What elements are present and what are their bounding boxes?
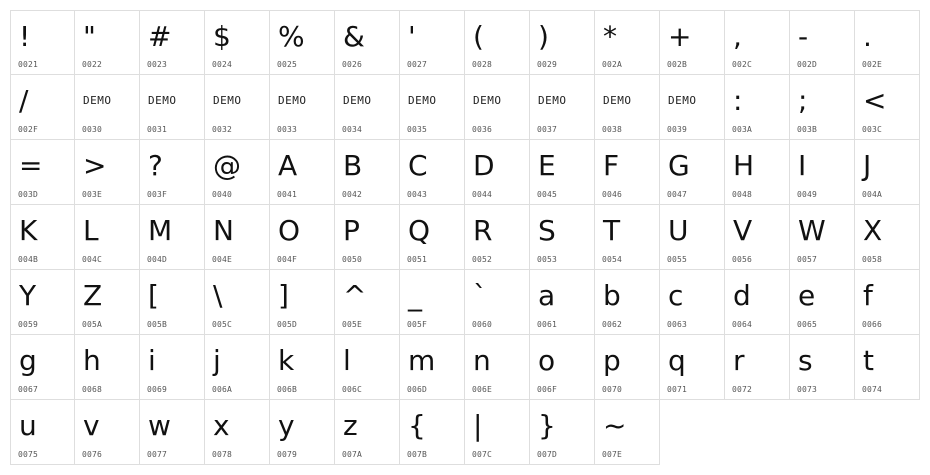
glyph-cell[interactable] xyxy=(75,75,140,140)
glyph-preview: ) xyxy=(538,20,549,53)
glyph-codepoint: 0043 xyxy=(407,190,428,199)
glyph-codepoint: 0035 xyxy=(407,125,428,134)
glyph-cell[interactable] xyxy=(205,205,270,270)
glyph-codepoint: 0024 xyxy=(212,60,233,69)
glyph-cell[interactable] xyxy=(660,270,725,335)
glyph-cell[interactable] xyxy=(140,205,205,270)
glyph-codepoint: 0078 xyxy=(212,450,233,459)
glyph-preview: w xyxy=(148,409,171,442)
glyph-preview: ` xyxy=(473,279,487,312)
glyph-cell[interactable] xyxy=(595,335,660,400)
glyph-codepoint: 0072 xyxy=(732,385,753,394)
glyph-preview: > xyxy=(83,149,107,182)
glyph-cell[interactable] xyxy=(465,205,530,270)
glyph-preview: } xyxy=(538,409,556,442)
glyph-cell[interactable] xyxy=(660,10,725,75)
glyph-preview: s xyxy=(798,344,813,377)
glyph-cell[interactable] xyxy=(205,10,270,75)
glyph-cell[interactable] xyxy=(270,205,335,270)
glyph-codepoint: 003B xyxy=(797,125,818,134)
glyph-cell[interactable] xyxy=(465,10,530,75)
glyph-codepoint: 004B xyxy=(18,255,39,264)
glyph-codepoint: 002E xyxy=(862,60,883,69)
glyph-preview: @ xyxy=(213,149,241,182)
glyph-codepoint: 004A xyxy=(862,190,883,199)
glyph-codepoint: 0051 xyxy=(407,255,428,264)
glyph-cell[interactable] xyxy=(595,10,660,75)
glyph-codepoint: 006F xyxy=(537,385,558,394)
glyph-codepoint: 007A xyxy=(342,450,363,459)
glyph-cell[interactable] xyxy=(530,270,595,335)
glyph-preview: DEMO xyxy=(278,94,307,107)
glyph-preview: / xyxy=(19,84,29,117)
glyph-codepoint: 0049 xyxy=(797,190,818,199)
glyph-preview: * xyxy=(603,20,617,53)
glyph-cell[interactable] xyxy=(140,10,205,75)
glyph-preview: V xyxy=(733,214,753,247)
glyph-codepoint: 0038 xyxy=(602,125,623,134)
glyph-codepoint: 007B xyxy=(407,450,428,459)
glyph-preview: DEMO xyxy=(83,94,112,107)
glyph-preview: o xyxy=(538,344,556,377)
glyph-codepoint: 0030 xyxy=(82,125,103,134)
glyph-preview: DEMO xyxy=(473,94,502,107)
glyph-preview: x xyxy=(213,409,230,442)
glyph-preview: g xyxy=(19,344,37,377)
glyph-preview: d xyxy=(733,279,751,312)
glyph-cell[interactable] xyxy=(400,140,465,205)
glyph-codepoint: 0039 xyxy=(667,125,688,134)
glyph-cell[interactable] xyxy=(10,270,75,335)
glyph-codepoint: 0053 xyxy=(537,255,558,264)
glyph-preview: , xyxy=(733,20,742,53)
glyph-preview: X xyxy=(863,214,883,247)
glyph-preview: + xyxy=(668,20,692,53)
glyph-preview: DEMO xyxy=(148,94,177,107)
glyph-cell[interactable] xyxy=(205,140,270,205)
glyph-cell[interactable] xyxy=(335,140,400,205)
glyph-codepoint: 0033 xyxy=(277,125,298,134)
glyph-codepoint: 0036 xyxy=(472,125,493,134)
glyph-preview: n xyxy=(473,344,491,377)
glyph-codepoint: 0070 xyxy=(602,385,623,394)
glyph-codepoint: 0077 xyxy=(147,450,168,459)
glyph-codepoint: 002D xyxy=(797,60,818,69)
glyph-preview: b xyxy=(603,279,621,312)
glyph-preview: D xyxy=(473,149,495,182)
glyph-preview: p xyxy=(603,344,621,377)
glyph-preview: h xyxy=(83,344,101,377)
glyph-preview: Z xyxy=(83,279,103,312)
glyph-codepoint: 007D xyxy=(537,450,558,459)
glyph-codepoint: 0066 xyxy=(862,320,883,329)
glyph-codepoint: 006E xyxy=(472,385,493,394)
glyph-codepoint: 0042 xyxy=(342,190,363,199)
glyph-cell[interactable] xyxy=(270,270,335,335)
glyph-cell[interactable] xyxy=(465,140,530,205)
glyph-codepoint: 0031 xyxy=(147,125,168,134)
glyph-codepoint: 0047 xyxy=(667,190,688,199)
glyph-cell[interactable] xyxy=(140,335,205,400)
glyph-preview: _ xyxy=(408,279,422,312)
glyph-cell[interactable] xyxy=(335,10,400,75)
glyph-preview: DEMO xyxy=(408,94,437,107)
glyph-preview: f xyxy=(863,279,873,312)
glyph-codepoint: 0074 xyxy=(862,385,883,394)
glyph-preview: C xyxy=(408,149,428,182)
glyph-codepoint: 003A xyxy=(732,125,753,134)
glyph-cell[interactable] xyxy=(790,10,855,75)
glyph-cell[interactable] xyxy=(10,75,75,140)
glyph-preview: % xyxy=(278,20,305,53)
glyph-preview: ] xyxy=(278,279,289,312)
glyph-codepoint: 002B xyxy=(667,60,688,69)
glyph-preview: Q xyxy=(408,214,431,247)
glyph-cell[interactable] xyxy=(400,205,465,270)
glyph-preview: c xyxy=(668,279,684,312)
glyph-cell[interactable] xyxy=(660,140,725,205)
glyph-cell[interactable] xyxy=(530,335,595,400)
glyph-codepoint: 0040 xyxy=(212,190,233,199)
glyph-cell[interactable] xyxy=(725,140,790,205)
glyph-codepoint: 0048 xyxy=(732,190,753,199)
glyph-cell[interactable] xyxy=(790,205,855,270)
glyph-codepoint: 005D xyxy=(277,320,298,329)
glyph-preview: = xyxy=(19,149,43,182)
glyph-cell[interactable] xyxy=(270,75,335,140)
glyph-codepoint: 0050 xyxy=(342,255,363,264)
glyph-cell[interactable] xyxy=(660,205,725,270)
glyph-preview: P xyxy=(343,214,360,247)
glyph-preview: " xyxy=(83,20,96,53)
glyph-preview: # xyxy=(148,20,172,53)
glyph-cell[interactable] xyxy=(530,75,595,140)
glyph-codepoint: 002F xyxy=(18,125,39,134)
glyph-codepoint: 0060 xyxy=(472,320,493,329)
glyph-codepoint: 005E xyxy=(342,320,363,329)
glyph-cell[interactable] xyxy=(725,335,790,400)
glyph-codepoint: 004F xyxy=(277,255,298,264)
glyph-codepoint: 005A xyxy=(82,320,103,329)
glyph-cell[interactable] xyxy=(270,400,335,465)
glyph-preview: | xyxy=(473,409,483,442)
glyph-codepoint: 005F xyxy=(407,320,428,329)
glyph-codepoint: 0045 xyxy=(537,190,558,199)
glyph-codepoint: 0046 xyxy=(602,190,623,199)
glyph-cell[interactable] xyxy=(790,75,855,140)
glyph-preview: DEMO xyxy=(213,94,242,107)
glyph-codepoint: 003E xyxy=(82,190,103,199)
glyph-preview: A xyxy=(278,149,298,182)
glyph-codepoint: 0028 xyxy=(472,60,493,69)
glyph-cell[interactable] xyxy=(335,75,400,140)
glyph-codepoint: 006B xyxy=(277,385,298,394)
glyph-cell[interactable] xyxy=(335,270,400,335)
glyph-codepoint: 0057 xyxy=(797,255,818,264)
glyph-cell[interactable] xyxy=(530,10,595,75)
glyph-preview: DEMO xyxy=(603,94,632,107)
glyph-cell[interactable] xyxy=(465,270,530,335)
glyph-preview: K xyxy=(19,214,38,247)
glyph-cell[interactable] xyxy=(140,140,205,205)
glyph-codepoint: 007C xyxy=(472,450,493,459)
glyph-grid xyxy=(10,10,920,465)
glyph-cell[interactable] xyxy=(530,140,595,205)
glyph-cell[interactable] xyxy=(270,140,335,205)
glyph-preview: a xyxy=(538,279,556,312)
glyph-codepoint: 0041 xyxy=(277,190,298,199)
glyph-preview: { xyxy=(408,409,426,442)
glyph-cell[interactable] xyxy=(855,205,920,270)
glyph-preview: N xyxy=(213,214,234,247)
glyph-codepoint: 0069 xyxy=(147,385,168,394)
glyph-codepoint: 002A xyxy=(602,60,623,69)
glyph-preview: [ xyxy=(148,279,159,312)
glyph-cell[interactable] xyxy=(10,205,75,270)
glyph-cell[interactable] xyxy=(725,270,790,335)
glyph-preview: W xyxy=(798,214,826,247)
glyph-codepoint: 0032 xyxy=(212,125,233,134)
glyph-preview: v xyxy=(83,409,100,442)
glyph-cell[interactable] xyxy=(660,335,725,400)
glyph-codepoint: 003D xyxy=(18,190,39,199)
glyph-codepoint: 0021 xyxy=(18,60,39,69)
glyph-cell[interactable] xyxy=(855,335,920,400)
glyph-cell[interactable] xyxy=(465,335,530,400)
glyph-codepoint: 0025 xyxy=(277,60,298,69)
glyph-codepoint: 003F xyxy=(147,190,168,199)
glyph-codepoint: 0052 xyxy=(472,255,493,264)
glyph-cell[interactable] xyxy=(790,140,855,205)
glyph-codepoint: 0065 xyxy=(797,320,818,329)
glyph-codepoint: 003C xyxy=(862,125,883,134)
glyph-preview: S xyxy=(538,214,556,247)
glyph-cell[interactable] xyxy=(595,140,660,205)
glyph-preview: J xyxy=(863,149,872,182)
glyph-codepoint: 0075 xyxy=(18,450,39,459)
glyph-preview: - xyxy=(798,20,809,53)
glyph-codepoint: 0079 xyxy=(277,450,298,459)
glyph-preview: q xyxy=(668,344,686,377)
glyph-preview: ; xyxy=(798,84,808,117)
glyph-preview: & xyxy=(343,20,365,53)
glyph-cell[interactable] xyxy=(10,10,75,75)
glyph-cell[interactable] xyxy=(75,400,140,465)
glyph-cell[interactable] xyxy=(75,140,140,205)
glyph-preview: z xyxy=(343,409,358,442)
glyph-cell[interactable] xyxy=(530,400,595,465)
glyph-preview: ? xyxy=(148,149,163,182)
glyph-cell[interactable] xyxy=(140,270,205,335)
glyph-cell[interactable] xyxy=(205,270,270,335)
glyph-cell[interactable] xyxy=(140,400,205,465)
glyph-cell[interactable] xyxy=(75,335,140,400)
glyph-codepoint: 007E xyxy=(602,450,623,459)
glyph-codepoint: 0055 xyxy=(667,255,688,264)
glyph-preview: . xyxy=(863,20,872,53)
glyph-cell[interactable] xyxy=(10,335,75,400)
glyph-codepoint: 006A xyxy=(212,385,233,394)
glyph-preview: ! xyxy=(19,20,31,53)
glyph-codepoint: 002C xyxy=(732,60,753,69)
glyph-codepoint: 006C xyxy=(342,385,363,394)
glyph-preview: i xyxy=(148,344,156,377)
glyph-codepoint: 005C xyxy=(212,320,233,329)
glyph-cell[interactable] xyxy=(725,205,790,270)
glyph-preview: y xyxy=(278,409,295,442)
glyph-cell[interactable] xyxy=(400,270,465,335)
glyph-preview: ^ xyxy=(343,279,367,312)
glyph-cell[interactable] xyxy=(205,335,270,400)
glyph-cell[interactable] xyxy=(530,205,595,270)
glyph-codepoint: 0059 xyxy=(18,320,39,329)
glyph-cell[interactable] xyxy=(400,335,465,400)
glyph-cell[interactable] xyxy=(400,400,465,465)
glyph-cell[interactable] xyxy=(205,400,270,465)
glyph-preview: m xyxy=(408,344,436,377)
glyph-codepoint: 0061 xyxy=(537,320,558,329)
glyph-cell[interactable] xyxy=(855,75,920,140)
glyph-preview: ~ xyxy=(603,409,627,442)
glyph-cell[interactable] xyxy=(400,10,465,75)
glyph-cell[interactable] xyxy=(790,270,855,335)
glyph-cell[interactable] xyxy=(335,335,400,400)
glyph-cell[interactable] xyxy=(335,205,400,270)
glyph-codepoint: 0071 xyxy=(667,385,688,394)
glyph-preview: j xyxy=(213,344,221,377)
glyph-codepoint: 0068 xyxy=(82,385,103,394)
glyph-cell[interactable] xyxy=(595,400,660,465)
glyph-codepoint: 0073 xyxy=(797,385,818,394)
glyph-codepoint: 0062 xyxy=(602,320,623,329)
glyph-preview: T xyxy=(603,214,621,247)
glyph-codepoint: 0029 xyxy=(537,60,558,69)
glyph-cell[interactable] xyxy=(855,270,920,335)
glyph-codepoint: 0056 xyxy=(732,255,753,264)
glyph-preview: l xyxy=(343,344,351,377)
glyph-preview: DEMO xyxy=(538,94,567,107)
glyph-cell[interactable] xyxy=(725,10,790,75)
glyph-preview: O xyxy=(278,214,301,247)
glyph-codepoint: 0064 xyxy=(732,320,753,329)
glyph-preview: M xyxy=(148,214,173,247)
glyph-codepoint: 0026 xyxy=(342,60,363,69)
glyph-cell[interactable] xyxy=(75,270,140,335)
glyph-codepoint: 004E xyxy=(212,255,233,264)
glyph-preview: u xyxy=(19,409,37,442)
glyph-preview: k xyxy=(278,344,295,377)
glyph-codepoint: 0027 xyxy=(407,60,428,69)
glyph-preview: \ xyxy=(213,279,223,312)
glyph-codepoint: 0037 xyxy=(537,125,558,134)
glyph-codepoint: 005B xyxy=(147,320,168,329)
glyph-codepoint: 0076 xyxy=(82,450,103,459)
glyph-preview: DEMO xyxy=(668,94,697,107)
glyph-cell[interactable] xyxy=(465,400,530,465)
glyph-preview: B xyxy=(343,149,363,182)
glyph-preview: $ xyxy=(213,20,231,53)
glyph-preview: L xyxy=(83,214,99,247)
glyph-cell[interactable] xyxy=(595,205,660,270)
glyph-cell[interactable] xyxy=(10,400,75,465)
glyph-codepoint: 0034 xyxy=(342,125,363,134)
glyph-cell[interactable] xyxy=(205,75,270,140)
glyph-preview: : xyxy=(733,84,743,117)
glyph-preview: G xyxy=(668,149,690,182)
glyph-codepoint: 0044 xyxy=(472,190,493,199)
glyph-preview: R xyxy=(473,214,493,247)
glyph-preview: F xyxy=(603,149,620,182)
glyph-codepoint: 004D xyxy=(147,255,168,264)
glyph-cell[interactable] xyxy=(400,75,465,140)
glyph-cell[interactable] xyxy=(10,140,75,205)
glyph-cell[interactable] xyxy=(595,270,660,335)
glyph-preview: I xyxy=(798,149,807,182)
glyph-cell[interactable] xyxy=(140,75,205,140)
glyph-cell[interactable] xyxy=(75,205,140,270)
glyph-cell[interactable] xyxy=(660,75,725,140)
glyph-preview: DEMO xyxy=(343,94,372,107)
glyph-cell[interactable] xyxy=(75,10,140,75)
glyph-preview: e xyxy=(798,279,816,312)
glyph-preview: < xyxy=(863,84,887,117)
glyph-preview: Y xyxy=(19,279,37,312)
glyph-codepoint: 004C xyxy=(82,255,103,264)
glyph-preview: t xyxy=(863,344,874,377)
glyph-codepoint: 0063 xyxy=(667,320,688,329)
glyph-preview: U xyxy=(668,214,689,247)
glyph-codepoint: 0054 xyxy=(602,255,623,264)
glyph-cell[interactable] xyxy=(270,335,335,400)
glyph-cell[interactable] xyxy=(465,75,530,140)
glyph-preview: E xyxy=(538,149,556,182)
glyph-cell[interactable] xyxy=(270,10,335,75)
glyph-codepoint: 0067 xyxy=(18,385,39,394)
glyph-codepoint: 0022 xyxy=(82,60,103,69)
glyph-preview: ( xyxy=(473,20,484,53)
glyph-preview: H xyxy=(733,149,755,182)
glyph-preview: r xyxy=(733,344,745,377)
glyph-codepoint: 0023 xyxy=(147,60,168,69)
glyph-codepoint: 006D xyxy=(407,385,428,394)
glyph-cell[interactable] xyxy=(595,75,660,140)
glyph-cell[interactable] xyxy=(790,335,855,400)
glyph-preview: ' xyxy=(408,20,416,53)
glyph-cell[interactable] xyxy=(855,140,920,205)
glyph-codepoint: 0058 xyxy=(862,255,883,264)
glyph-cell[interactable] xyxy=(855,10,920,75)
glyph-cell[interactable] xyxy=(725,75,790,140)
glyph-cell[interactable] xyxy=(335,400,400,465)
